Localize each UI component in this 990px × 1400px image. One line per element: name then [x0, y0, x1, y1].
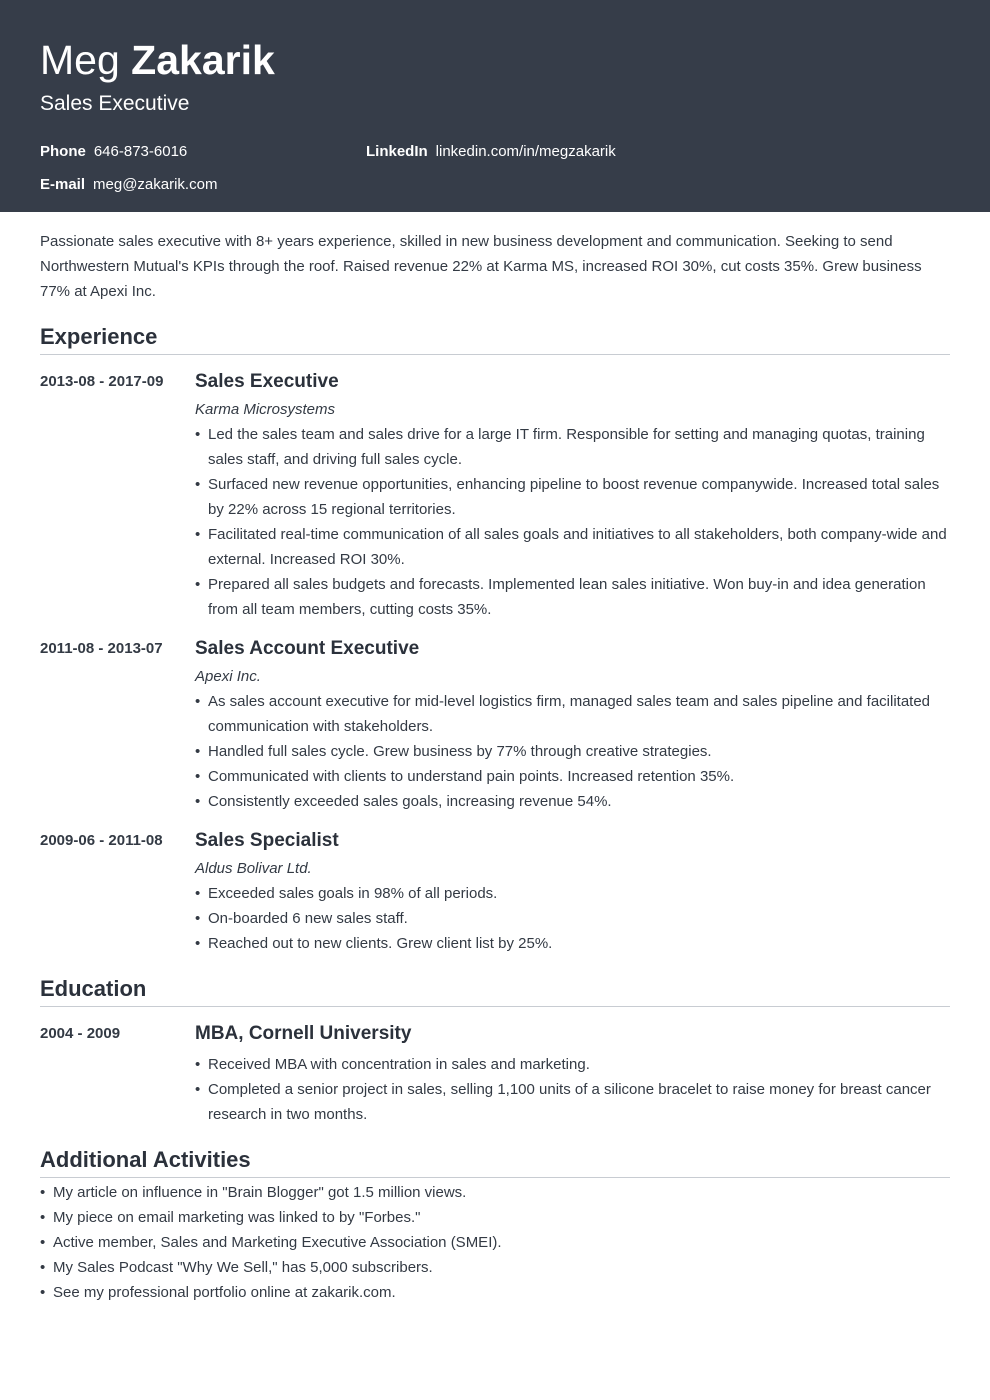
bullet-item: • On-boarded 6 new sales staff. — [195, 906, 950, 931]
contact-email — [40, 176, 217, 193]
education-dates: 2004 - 2009 — [40, 1025, 121, 1042]
activities-list — [40, 1180, 950, 1305]
job-dates: 2011-08 - 2013-07 — [40, 640, 163, 657]
experience-entry — [40, 637, 950, 814]
job-title: Sales Specialist — [195, 830, 339, 851]
bullet-item: • See my professional portfolio online at zakarik.com. — [40, 1280, 950, 1305]
profile-summary: Passionate sales executive with 8+ years experience, skilled in new business development and communication. Seeking to send Northwestern Mutual's KPIs through the roof. Raised revenue 22% at Karma MS, increased ROI 30%, cut costs 35%. Grew business 77% at Apexi Inc. — [40, 233, 922, 300]
bullet-item: • Handled full sales cycle. Grew business by 77% through creative strategies. — [195, 739, 950, 764]
company-name: Apexi Inc. — [195, 668, 261, 685]
bullet-item: • Consistently exceeded sales goals, increasing revenue 54%. — [195, 789, 950, 814]
education-bullets — [195, 1052, 950, 1127]
candidate-title: Sales Executive — [40, 92, 190, 115]
job-bullets — [195, 881, 950, 956]
bullet-item: • Reached out to new clients. Grew client list by 25%. — [195, 931, 950, 956]
bullet-item: • As sales account executive for mid-level logistics firm, managed sales team and sales pipeline and facilitated communication with stakeholders. — [195, 689, 950, 739]
education-entry — [40, 1022, 950, 1127]
job-dates: 2013-08 - 2017-09 — [40, 373, 164, 390]
bullet-item: • Active member, Sales and Marketing Executive Association (SMEI). — [40, 1230, 950, 1255]
contact-phone-label: Phone — [40, 143, 86, 160]
candidate-name — [40, 36, 950, 84]
first-name: Meg — [40, 37, 120, 83]
activities-heading: Additional Activities — [40, 1147, 950, 1178]
contact-phone — [40, 143, 187, 160]
bullet-item: • My article on influence in "Brain Blogger" got 1.5 million views. — [40, 1180, 950, 1205]
bullet-item: • Surfaced new revenue opportunities, enhancing pipeline to boost revenue companywide. Increased total sales by 22% across 15 regional territories. — [195, 472, 950, 522]
job-bullets — [195, 689, 950, 814]
bullet-item: • Communicated with clients to understand pain points. Increased retention 35%. — [195, 764, 950, 789]
contact-linkedin-label: LinkedIn — [366, 143, 428, 160]
contact-email-value[interactable]: meg@zakarik.com — [93, 176, 218, 193]
degree-title: MBA, Cornell University — [195, 1023, 412, 1044]
bullet-item: • Received MBA with concentration in sales and marketing. — [195, 1052, 950, 1077]
education-heading: Education — [40, 976, 950, 1007]
last-name: Zakarik — [131, 37, 275, 83]
job-title: Sales Executive — [195, 371, 339, 392]
experience-entry — [40, 829, 950, 956]
bullet-item: • My piece on email marketing was linked to by "Forbes." — [40, 1205, 950, 1230]
contact-email-label: E-mail — [40, 176, 86, 193]
job-title: Sales Account Executive — [195, 638, 420, 659]
bullet-item: • Led the sales team and sales drive for a large IT firm. Responsible for setting and managing quotas, training sales staff, and driving full sales cycle. — [195, 422, 950, 472]
contact-linkedin-value[interactable]: linkedin.com/in/megzakarik — [435, 143, 616, 160]
resume-body — [0, 229, 990, 1305]
experience-heading: Experience — [40, 324, 950, 355]
bullet-item: • Exceeded sales goals in 98% of all periods. — [195, 881, 950, 906]
bullet-item: • Completed a senior project in sales, selling 1,100 units of a silicone bracelet to raise money for breast cancer research in two months. — [195, 1077, 950, 1127]
bullet-item: • Prepared all sales budgets and forecasts. Implemented lean sales initiative. Won buy-in and idea generation from all team members, cutting costs 35%. — [195, 572, 950, 622]
job-dates: 2009-06 - 2011-08 — [40, 832, 163, 849]
company-name: Aldus Bolivar Ltd. — [195, 860, 312, 877]
company-name: Karma Microsystems — [195, 401, 336, 418]
job-bullets — [195, 422, 950, 622]
resume-header — [0, 0, 990, 212]
experience-entry — [40, 370, 950, 622]
contact-linkedin — [366, 143, 616, 160]
contact-phone-value: 646-873-6016 — [93, 143, 188, 160]
bullet-item: • My Sales Podcast "Why We Sell," has 5,000 subscribers. — [40, 1255, 950, 1280]
bullet-item: • Facilitated real-time communication of all sales goals and initiatives to all stakeholders, both company-wide and external. Increased ROI 30%. — [195, 522, 950, 572]
